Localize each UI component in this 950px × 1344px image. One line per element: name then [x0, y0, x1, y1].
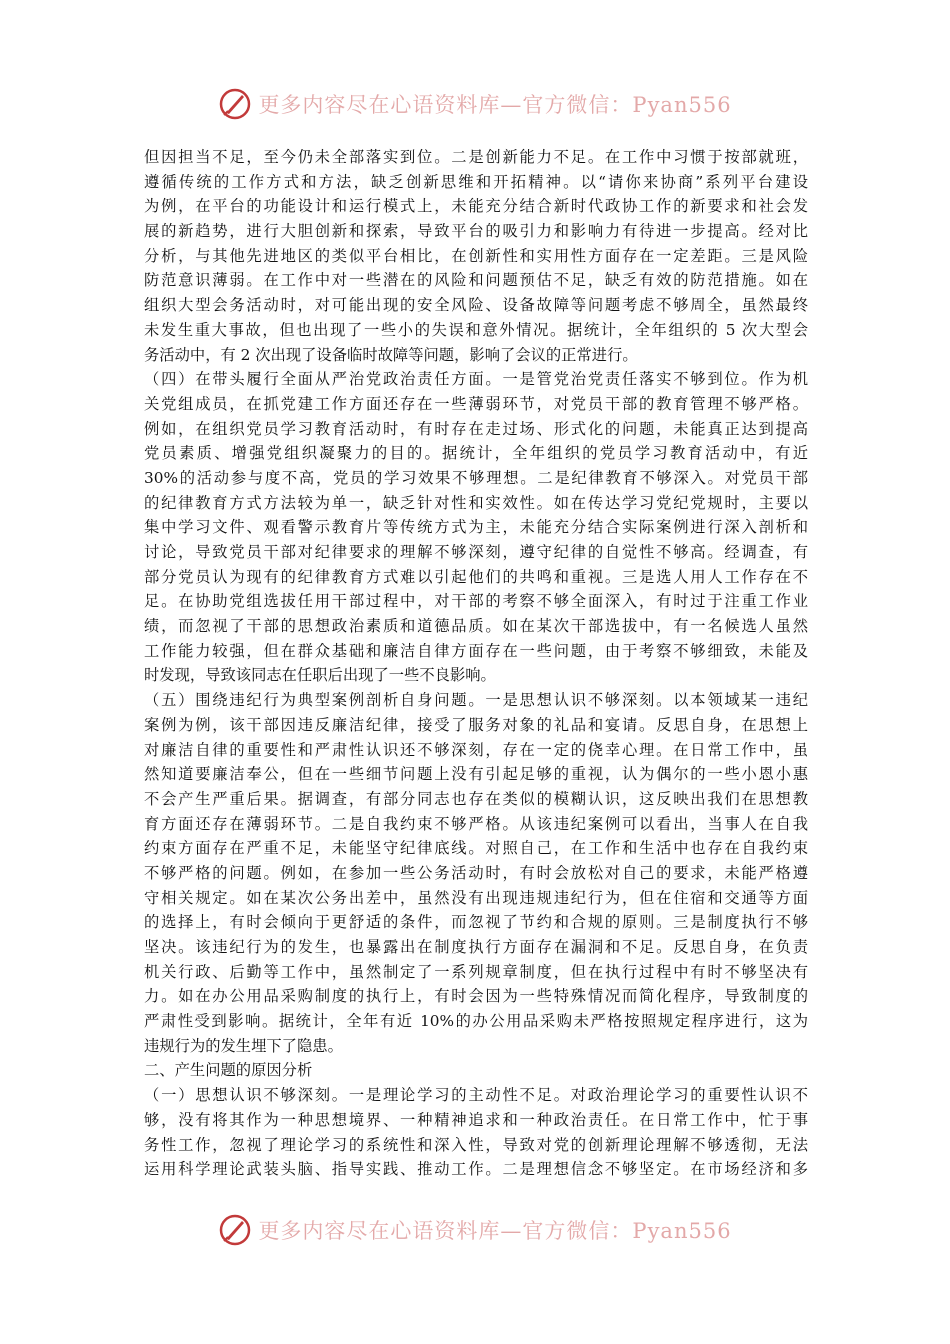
text-line: 然知道要廉洁奉公，但在一些细节问题上没有引起足够的重视，认为偶尔的一些小恩小惠 [144, 765, 808, 784]
text-line: 机关行政、后勤等工作中，虽然制定了一系列规章制度，但在执行过程中有时不够坚决有 [144, 962, 808, 981]
text-line: 够，没有将其作为一种思想境界、一种精神追求和一种政治责任。在日常工作中，忙于事 [144, 1110, 808, 1129]
text-line: 约束方面存在严重不足，未能坚守纪律底线。对照自己，在工作和生活中也存在自我约束 [144, 839, 808, 858]
watermark-text: 更多内容尽在心语资料库—官方微信：Pyan556 [258, 93, 732, 117]
text-line: 的选择上，有时会倾向于更舒适的条件，而忽视了节约和合规的原则。三是制度执行不够 [144, 913, 808, 932]
text-line: 分析，与其他先进地区的类似平台相比，在创新性和实用性方面存在一定差距。三是风险 [144, 246, 808, 265]
text-line: 讨论，导致党员干部对纪律要求的理解不够深刻，遵守纪律的自觉性不够高。经调查，有 [144, 543, 808, 561]
text-line: 工作能力较强，但在群众基础和廉洁自律方面存在一些问题，由于考察不够细致，未能及 [144, 641, 808, 660]
text-line: 运用科学理论武装头脑、指导实践、推动工作。二是理想信念不够坚定。在市场经济和多 [144, 1160, 808, 1179]
text-line: 守相关规定。如在某次公务出差中，虽然没有出现违规违纪行为，但在住宿和交通等方面 [144, 888, 808, 907]
text-line: 例如，在组织党员学习教育活动时，有时存在走过场、形式化的问题，未能真正达到提高 [144, 419, 808, 438]
text-line: 防范意识薄弱。在工作中对一些潜在的风险和问题预估不足，缺乏有效的防范措施。如在 [144, 271, 808, 290]
text-line: 务活动中，有 2 次出现了设备临时故障等问题，影响了会议的正常进行。 [144, 345, 638, 364]
text-line: 二、产生问题的原因分析 [144, 1061, 313, 1080]
text-line: 组织大型会务活动时，对可能出现的安全风险、设备故障等问题考虑不够周全，虽然最终 [144, 296, 808, 315]
text-line: 时发现，导致该同志在任职后出现了一些不良影响。 [144, 666, 496, 685]
text-line: （五）围绕违纪行为典型案例剖析自身问题。一是思想认识不够深刻。以本领域某一违纪 [144, 691, 808, 710]
text-line: 的纪律教育方式方法较为单一，缺乏针对性和实效性。如在传达学习党纪党规时，主要以 [144, 493, 808, 512]
text-line: 违规行为的发生埋下了隐患。 [144, 1036, 343, 1055]
feather-pen-logo-icon [218, 87, 252, 121]
text-line: 严肃性受到影响。据统计，全年有近 10%的办公用品采购未严格按照规定程序进行，这为 [144, 1012, 808, 1031]
text-line: 育方面还存在薄弱环节。二是自我约束不够严格。从该违纪案例可以看出，当事人在自我 [144, 814, 808, 833]
text-line: 对廉洁自律的重要性和严肃性认识还不够深刻，存在一定的侥幸心理。在日常工作中，虽 [144, 740, 808, 759]
text-line: 绩，而忽视了干部的思想政治素质和道德品质。如在某次干部选拔中，有一名候选人虽然 [144, 617, 808, 636]
text-line: 案例为例，该干部因违反廉洁纪律，接受了服务对象的礼品和宴请。反思自身，在思想上 [144, 715, 808, 734]
text-line: 坚决。该违纪行为的发生，也暴露出在制度执行方面存在漏洞和不足。反思自身，在负责 [144, 938, 808, 956]
text-line: 遵循传统的工作方式和方法，缺乏创新思维和开拓精神。以“请你来协商”系列平台建设 [144, 172, 808, 191]
text-line: 关党组成员，在抓党建工作方面还存在一些薄弱环节，对党员干部的教育管理不够严格。 [144, 394, 808, 413]
header-watermark-banner [0, 84, 950, 124]
text-line: 展的新趋势，进行大胆创新和探索，导致平台的吸引力和影响力有待进一步提高。经对比 [144, 222, 808, 241]
text-line: 不够严格的问题。例如，在参加一些公务活动时，有时会放松对自己的要求，未能严格遵 [144, 863, 808, 882]
footer-watermark-banner [0, 1210, 950, 1250]
text-line: 部分党员认为现有的纪律教育方式难以引起他们的共鸣和重视。三是选人用人工作存在不 [144, 567, 808, 586]
text-line: 党员素质、增强党组织凝聚力的目的。据统计，全年组织的党员学习教育活动中，有近 [144, 444, 808, 463]
text-line: 集中学习文件、观看警示教育片等传统方式为主，未能充分结合实际案例进行深入剖析和 [144, 518, 808, 537]
feather-pen-logo-icon [218, 1213, 252, 1247]
text-line: 为例，在平台的功能设计和运行模式上，未能充分结合新时代政协工作的新要求和社会发 [144, 197, 808, 216]
watermark-text: 更多内容尽在心语资料库—官方微信：Pyan556 [258, 1219, 732, 1243]
document-body [144, 145, 808, 1182]
text-line: 30%的活动参与度不高，党员的学习效果不够理想。二是纪律教育不够深入。对党员干部 [144, 468, 808, 487]
text-line: 但因担当不足，至今仍未全部落实到位。二是创新能力不足。在工作中习惯于按部就班， [144, 148, 808, 166]
text-line: 务性工作，忽视了理论学习的系统性和深入性，导致对党的创新理论理解不够透彻，无法 [144, 1135, 808, 1154]
text-line: 不会产生严重后果。据调查，有部分同志也存在类似的模糊认识，这反映出我们在思想教 [144, 789, 808, 808]
text-line: （四）在带头履行全面从严治党政治责任方面。一是管党治党责任落实不够到位。作为机 [144, 370, 808, 389]
text-line: 足。在协助党组选拔任用干部过程中，对干部的考察不够全面深入，有时过于注重工作业 [144, 592, 808, 611]
text-line: 力。如在办公用品采购制度的执行上，有时会因为一些特殊情况而简化程序，导致制度的 [144, 987, 808, 1006]
text-line: （一）思想认识不够深刻。一是理论学习的主动性不足。对政治理论学习的重要性认识不 [144, 1086, 808, 1105]
text-line: 未发生重大事故，但也出现了一些小的失误和意外情况。据统计，全年组织的 5 次大型会 [144, 320, 808, 339]
